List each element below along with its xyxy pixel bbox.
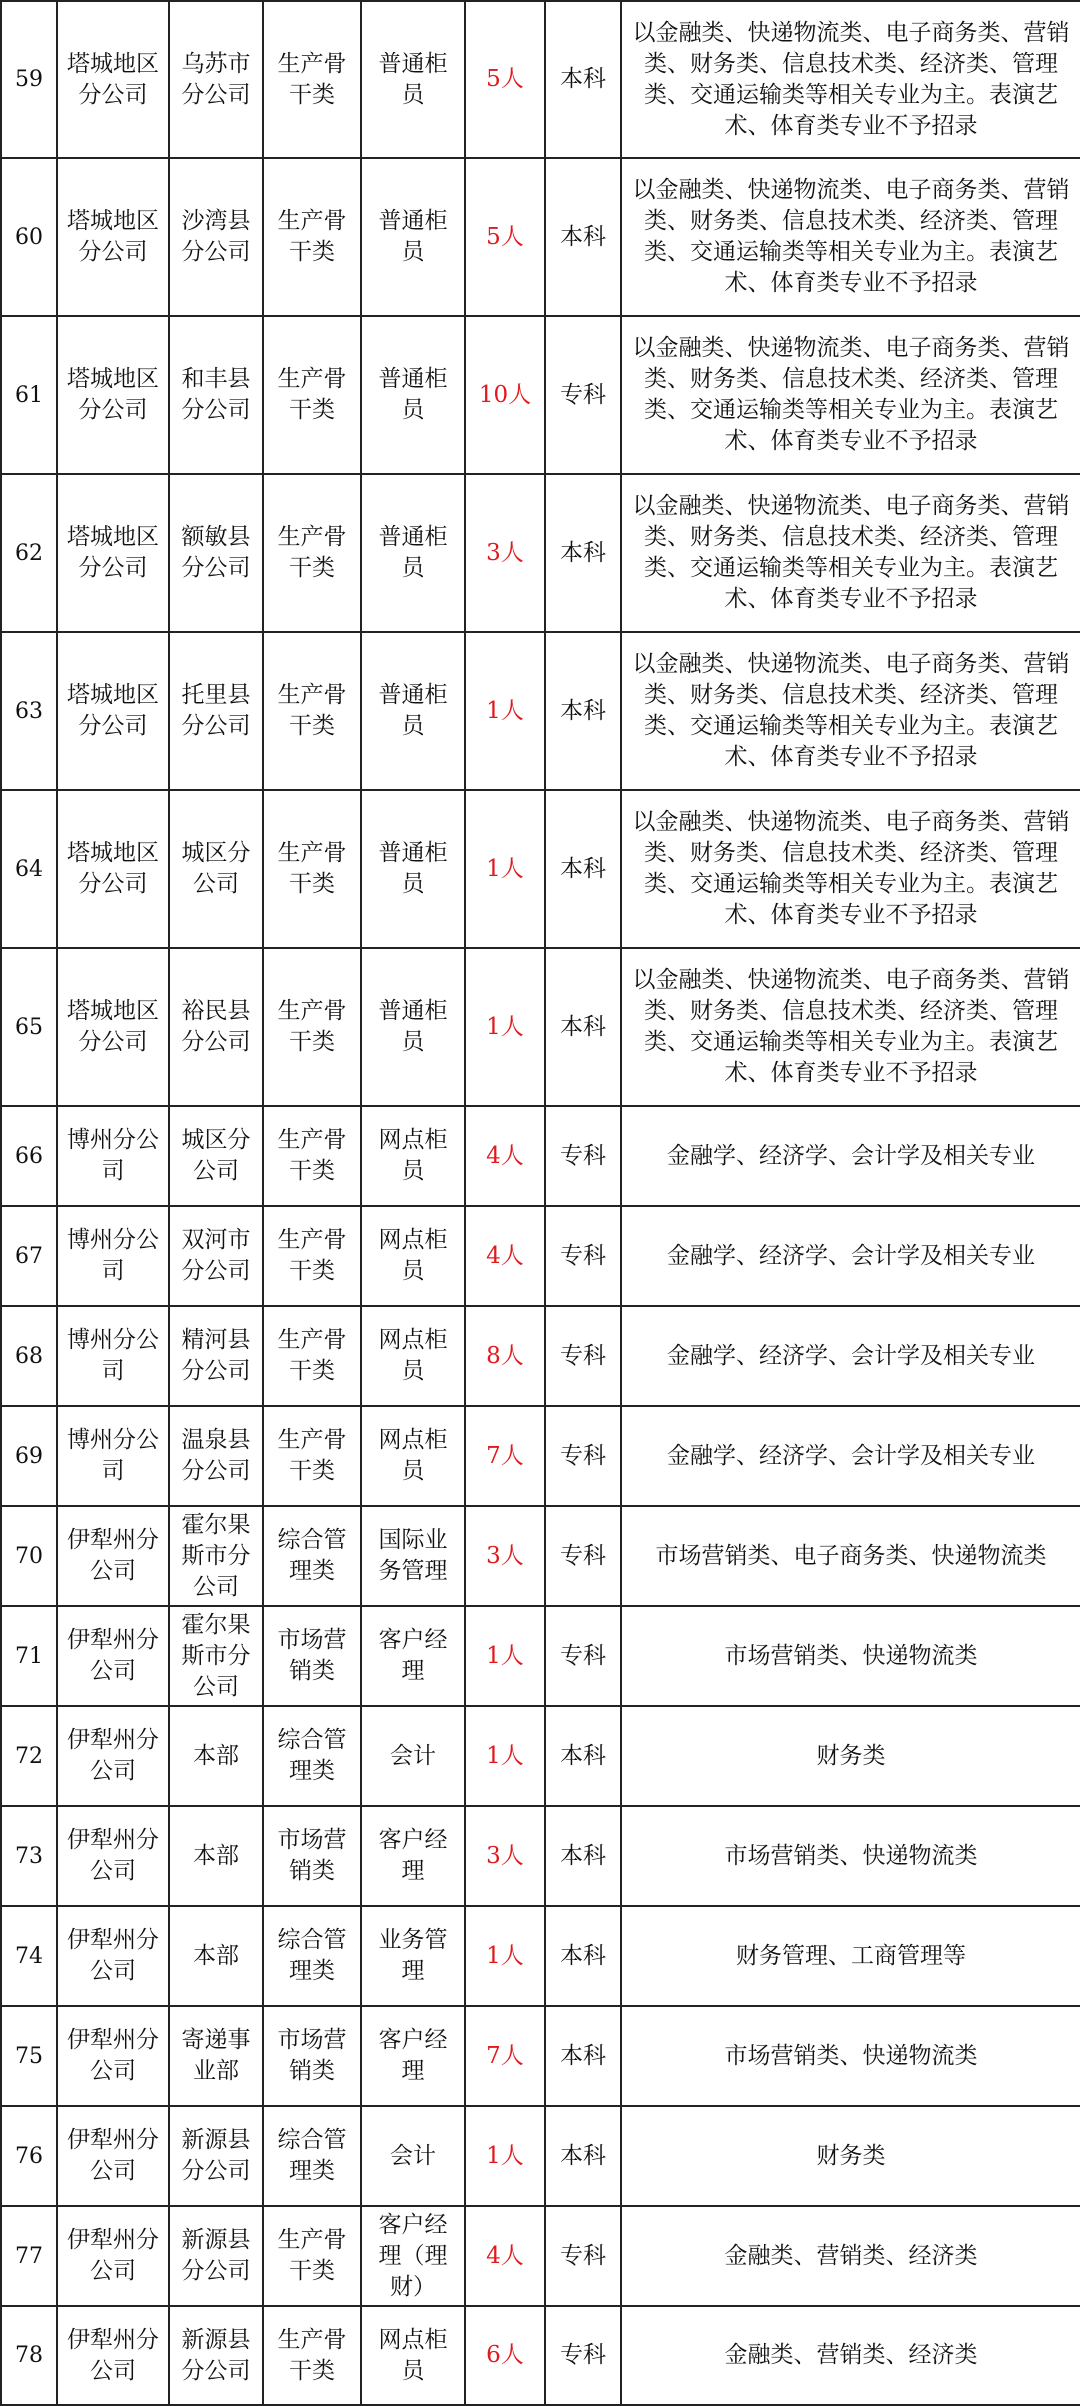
requirement-cell: 以金融类、快递物流类、电子商务类、营销类、财务类、信息技术类、经济类、管理类、交通运输类等相关专业为主。表演艺术、体育类专业不予招录	[621, 632, 1080, 790]
row-number: 60	[1, 158, 57, 316]
requirement-cell: 市场营销类、电子商务类、快递物流类	[621, 1506, 1080, 1606]
row-number: 78	[1, 2306, 57, 2405]
headcount-cell: 5人	[465, 158, 545, 316]
unit-cell: 寄递事业部	[169, 2006, 263, 2106]
headcount-cell: 10人	[465, 316, 545, 474]
branch-cell: 塔城地区分公司	[57, 632, 169, 790]
headcount-cell: 3人	[465, 1806, 545, 1906]
headcount-cell: 3人	[465, 1506, 545, 1606]
unit-cell: 乌苏市分公司	[169, 1, 263, 158]
headcount-cell: 4人	[465, 1206, 545, 1306]
row-number: 66	[1, 1106, 57, 1206]
branch-cell: 博州分公司	[57, 1406, 169, 1506]
branch-cell: 伊犁州分公司	[57, 2206, 169, 2306]
unit-cell: 托里县分公司	[169, 632, 263, 790]
table-row	[1, 474, 1080, 632]
education-cell: 专科	[545, 2306, 621, 2405]
branch-cell: 伊犁州分公司	[57, 1706, 169, 1806]
branch-cell: 塔城地区分公司	[57, 948, 169, 1106]
row-number: 74	[1, 1906, 57, 2006]
unit-cell: 沙湾县分公司	[169, 158, 263, 316]
unit-cell: 双河市分公司	[169, 1206, 263, 1306]
category-cell: 生产骨干类	[263, 1, 361, 158]
table-row	[1, 1106, 1080, 1206]
education-cell: 本科	[545, 2006, 621, 2106]
education-cell: 专科	[545, 1306, 621, 1406]
table-row	[1, 948, 1080, 1106]
table-row	[1, 158, 1080, 316]
row-number: 68	[1, 1306, 57, 1406]
row-number: 75	[1, 2006, 57, 2106]
requirement-cell: 财务类	[621, 1706, 1080, 1806]
position-cell: 客户经理	[361, 2006, 465, 2106]
position-cell: 客户经理	[361, 1806, 465, 1906]
table-row	[1, 1306, 1080, 1406]
education-cell: 专科	[545, 1206, 621, 1306]
table-row	[1, 1906, 1080, 2006]
table-row	[1, 1406, 1080, 1506]
category-cell: 生产骨干类	[263, 1206, 361, 1306]
category-cell: 生产骨干类	[263, 1306, 361, 1406]
branch-cell: 塔城地区分公司	[57, 1, 169, 158]
headcount-cell: 1人	[465, 1606, 545, 1706]
unit-cell: 霍尔果斯市分公司	[169, 1606, 263, 1706]
category-cell: 生产骨干类	[263, 790, 361, 948]
headcount-cell: 6人	[465, 2306, 545, 2405]
category-cell: 生产骨干类	[263, 474, 361, 632]
unit-cell: 新源县分公司	[169, 2306, 263, 2405]
position-cell: 网点柜员	[361, 1106, 465, 1206]
row-number: 63	[1, 632, 57, 790]
category-cell: 生产骨干类	[263, 1406, 361, 1506]
position-cell: 普通柜员	[361, 790, 465, 948]
branch-cell: 博州分公司	[57, 1106, 169, 1206]
category-cell: 综合管理类	[263, 2106, 361, 2206]
table-body	[1, 1, 1080, 2405]
table-row	[1, 1, 1080, 158]
unit-cell: 新源县分公司	[169, 2106, 263, 2206]
category-cell: 综合管理类	[263, 1706, 361, 1806]
requirement-cell: 金融类、营销类、经济类	[621, 2206, 1080, 2306]
requirement-cell: 以金融类、快递物流类、电子商务类、营销类、财务类、信息技术类、经济类、管理类、交通运输类等相关专业为主。表演艺术、体育类专业不予招录	[621, 158, 1080, 316]
position-cell: 普通柜员	[361, 948, 465, 1106]
table-row	[1, 1506, 1080, 1606]
requirement-cell: 金融学、经济学、会计学及相关专业	[621, 1206, 1080, 1306]
requirement-cell: 以金融类、快递物流类、电子商务类、营销类、财务类、信息技术类、经济类、管理类、交通运输类等相关专业为主。表演艺术、体育类专业不予招录	[621, 1, 1080, 158]
unit-cell: 额敏县分公司	[169, 474, 263, 632]
branch-cell: 塔城地区分公司	[57, 790, 169, 948]
category-cell: 综合管理类	[263, 1906, 361, 2006]
education-cell: 专科	[545, 1606, 621, 1706]
education-cell: 本科	[545, 1806, 621, 1906]
education-cell: 专科	[545, 316, 621, 474]
position-cell: 会计	[361, 2106, 465, 2206]
branch-cell: 伊犁州分公司	[57, 1906, 169, 2006]
table-row	[1, 1806, 1080, 1906]
education-cell: 专科	[545, 1106, 621, 1206]
headcount-cell: 1人	[465, 632, 545, 790]
branch-cell: 博州分公司	[57, 1206, 169, 1306]
requirement-cell: 市场营销类、快递物流类	[621, 1806, 1080, 1906]
row-number: 61	[1, 316, 57, 474]
headcount-cell: 1人	[465, 948, 545, 1106]
position-cell: 业务管理	[361, 1906, 465, 2006]
position-cell: 网点柜员	[361, 1406, 465, 1506]
row-number: 67	[1, 1206, 57, 1306]
position-cell: 会计	[361, 1706, 465, 1806]
position-cell: 普通柜员	[361, 1, 465, 158]
row-number: 62	[1, 474, 57, 632]
row-number: 72	[1, 1706, 57, 1806]
requirement-cell: 以金融类、快递物流类、电子商务类、营销类、财务类、信息技术类、经济类、管理类、交通运输类等相关专业为主。表演艺术、体育类专业不予招录	[621, 790, 1080, 948]
requirement-cell: 金融学、经济学、会计学及相关专业	[621, 1106, 1080, 1206]
branch-cell: 塔城地区分公司	[57, 316, 169, 474]
education-cell: 本科	[545, 1, 621, 158]
branch-cell: 塔城地区分公司	[57, 474, 169, 632]
unit-cell: 精河县分公司	[169, 1306, 263, 1406]
requirement-cell: 财务类	[621, 2106, 1080, 2206]
headcount-cell: 1人	[465, 2106, 545, 2206]
headcount-cell: 5人	[465, 1, 545, 158]
branch-cell: 伊犁州分公司	[57, 2106, 169, 2206]
requirement-cell: 金融类、营销类、经济类	[621, 2306, 1080, 2405]
category-cell: 生产骨干类	[263, 1106, 361, 1206]
unit-cell: 新源县分公司	[169, 2206, 263, 2306]
row-number: 69	[1, 1406, 57, 1506]
headcount-cell: 1人	[465, 1906, 545, 2006]
branch-cell: 伊犁州分公司	[57, 2306, 169, 2405]
position-cell: 网点柜员	[361, 2306, 465, 2405]
table-row	[1, 2006, 1080, 2106]
table-row	[1, 2106, 1080, 2206]
table-row	[1, 1206, 1080, 1306]
position-cell: 普通柜员	[361, 474, 465, 632]
unit-cell: 本部	[169, 1706, 263, 1806]
position-cell: 网点柜员	[361, 1206, 465, 1306]
table-row	[1, 2306, 1080, 2405]
headcount-cell: 1人	[465, 1706, 545, 1806]
unit-cell: 和丰县分公司	[169, 316, 263, 474]
position-cell: 客户经理（理财）	[361, 2206, 465, 2306]
category-cell: 市场营销类	[263, 2006, 361, 2106]
unit-cell: 本部	[169, 1906, 263, 2006]
headcount-cell: 8人	[465, 1306, 545, 1406]
education-cell: 本科	[545, 1706, 621, 1806]
education-cell: 本科	[545, 474, 621, 632]
table-row	[1, 632, 1080, 790]
row-number: 76	[1, 2106, 57, 2206]
position-cell: 国际业务管理	[361, 1506, 465, 1606]
position-cell: 普通柜员	[361, 158, 465, 316]
headcount-cell: 4人	[465, 2206, 545, 2306]
row-number: 59	[1, 1, 57, 158]
requirement-cell: 以金融类、快递物流类、电子商务类、营销类、财务类、信息技术类、经济类、管理类、交通运输类等相关专业为主。表演艺术、体育类专业不予招录	[621, 474, 1080, 632]
education-cell: 本科	[545, 632, 621, 790]
category-cell: 生产骨干类	[263, 632, 361, 790]
category-cell: 生产骨干类	[263, 2206, 361, 2306]
branch-cell: 伊犁州分公司	[57, 1606, 169, 1706]
branch-cell: 塔城地区分公司	[57, 158, 169, 316]
table-row	[1, 1706, 1080, 1806]
headcount-cell: 3人	[465, 474, 545, 632]
headcount-cell: 7人	[465, 1406, 545, 1506]
education-cell: 本科	[545, 948, 621, 1106]
headcount-cell: 7人	[465, 2006, 545, 2106]
category-cell: 生产骨干类	[263, 948, 361, 1106]
category-cell: 生产骨干类	[263, 316, 361, 474]
branch-cell: 伊犁州分公司	[57, 1506, 169, 1606]
unit-cell: 本部	[169, 1806, 263, 1906]
education-cell: 本科	[545, 2106, 621, 2206]
requirement-cell: 金融学、经济学、会计学及相关专业	[621, 1406, 1080, 1506]
branch-cell: 博州分公司	[57, 1306, 169, 1406]
headcount-cell: 1人	[465, 790, 545, 948]
table-row	[1, 316, 1080, 474]
category-cell: 综合管理类	[263, 1506, 361, 1606]
requirement-cell: 市场营销类、快递物流类	[621, 1606, 1080, 1706]
education-cell: 本科	[545, 158, 621, 316]
education-cell: 专科	[545, 1406, 621, 1506]
table-row	[1, 790, 1080, 948]
unit-cell: 温泉县分公司	[169, 1406, 263, 1506]
table-row	[1, 2206, 1080, 2306]
education-cell: 本科	[545, 1906, 621, 2006]
requirement-cell: 财务管理、工商管理等	[621, 1906, 1080, 2006]
requirement-cell: 以金融类、快递物流类、电子商务类、营销类、财务类、信息技术类、经济类、管理类、交通运输类等相关专业为主。表演艺术、体育类专业不予招录	[621, 948, 1080, 1106]
row-number: 65	[1, 948, 57, 1106]
requirement-cell: 金融学、经济学、会计学及相关专业	[621, 1306, 1080, 1406]
branch-cell: 伊犁州分公司	[57, 1806, 169, 1906]
category-cell: 生产骨干类	[263, 2306, 361, 2405]
education-cell: 专科	[545, 1506, 621, 1606]
row-number: 73	[1, 1806, 57, 1906]
row-number: 64	[1, 790, 57, 948]
unit-cell: 城区分公司	[169, 1106, 263, 1206]
requirement-cell: 市场营销类、快递物流类	[621, 2006, 1080, 2106]
education-cell: 专科	[545, 2206, 621, 2306]
requirement-cell: 以金融类、快递物流类、电子商务类、营销类、财务类、信息技术类、经济类、管理类、交通运输类等相关专业为主。表演艺术、体育类专业不予招录	[621, 316, 1080, 474]
position-cell: 普通柜员	[361, 632, 465, 790]
row-number: 71	[1, 1606, 57, 1706]
category-cell: 市场营销类	[263, 1606, 361, 1706]
education-cell: 本科	[545, 790, 621, 948]
unit-cell: 裕民县分公司	[169, 948, 263, 1106]
unit-cell: 霍尔果斯市分公司	[169, 1506, 263, 1606]
row-number: 70	[1, 1506, 57, 1606]
position-cell: 客户经理	[361, 1606, 465, 1706]
row-number: 77	[1, 2206, 57, 2306]
category-cell: 生产骨干类	[263, 158, 361, 316]
position-cell: 网点柜员	[361, 1306, 465, 1406]
position-cell: 普通柜员	[361, 316, 465, 474]
table-row	[1, 1606, 1080, 1706]
headcount-cell: 4人	[465, 1106, 545, 1206]
category-cell: 市场营销类	[263, 1806, 361, 1906]
branch-cell: 伊犁州分公司	[57, 2006, 169, 2106]
unit-cell: 城区分公司	[169, 790, 263, 948]
